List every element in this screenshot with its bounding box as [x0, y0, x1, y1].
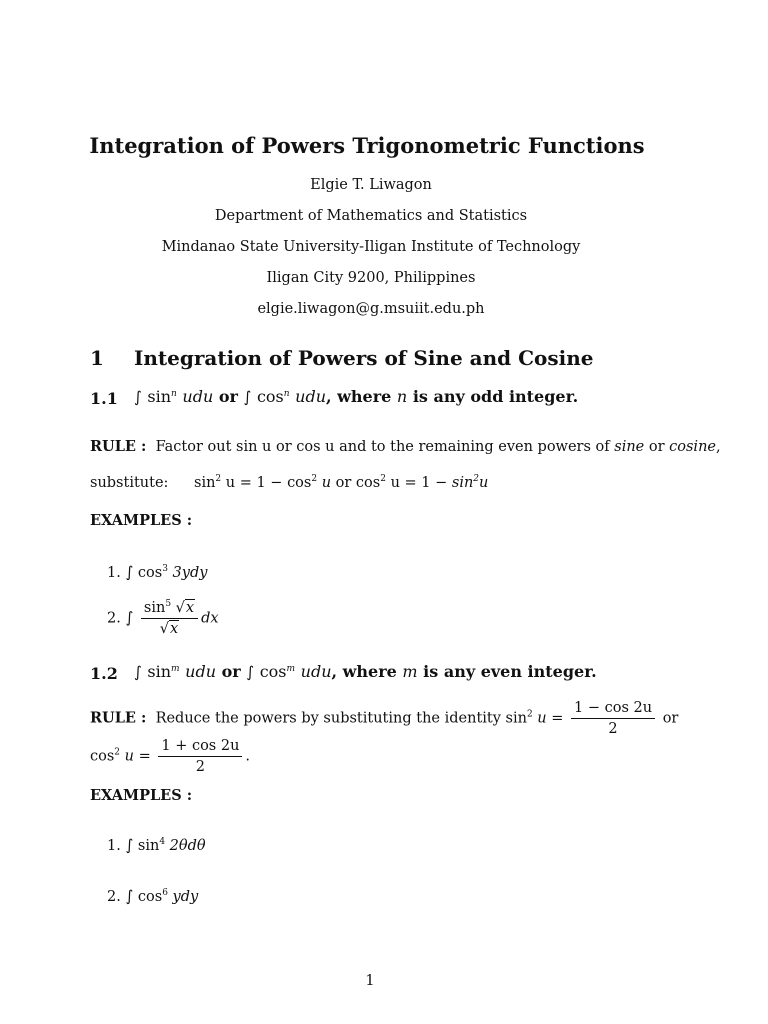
integral-symbol: ∫: [134, 388, 142, 406]
integral-symbol: ∫: [243, 388, 252, 406]
integral-symbol: ∫: [246, 663, 255, 681]
examples-label-1-1: EXAMPLES :: [90, 512, 193, 529]
section-1-number: 1: [90, 346, 104, 370]
fraction: $\frac{1 + \cos 2u}{2}$: [158, 738, 242, 775]
paper-title: Integration of Powers Trigonometric Functions: [89, 133, 645, 158]
integral-symbol: ∫: [125, 836, 134, 854]
example-1-2-2: 2. ∫ $\cos^6$ ydy: [107, 887, 199, 905]
rule-1-2-cont: $\cos^2 u$ = $\frac{1 + \cos 2u}{2}$ .: [90, 738, 251, 775]
subsection-1-1-heading: ∫ $\sin^n$ udu or ∫ $\cos^n$ udu, where n is any odd integer.: [134, 387, 579, 406]
subsection-1-1-number: 1.1: [90, 389, 118, 408]
example-1-2-1: 1. ∫ $\sin^4 2\theta d\theta$: [107, 836, 206, 854]
department: Department of Mathematics and Statistics: [214, 208, 528, 224]
integral-symbol: ∫: [125, 608, 134, 627]
integral-symbol: ∫: [125, 563, 134, 581]
subsection-1-2-number: 1.2: [90, 664, 118, 683]
substitute-label: substitute:: [90, 475, 169, 491]
institution: Mindanao State University-Iligan Institute of Technology: [161, 239, 581, 255]
fraction: $\frac{\sin^5 √x}{√x}$: [141, 600, 198, 637]
subsection-1-2-heading: ∫ $\sin^m$ udu or ∫ $\cos^m$ udu, where m is any even integer.: [134, 662, 597, 681]
fraction: $\frac{1 - \cos 2u}{2}$: [571, 700, 655, 737]
integral-symbol: ∫: [134, 663, 142, 681]
rule-1-1: RULE : Factor out sin u or cos u and to the remaining even powers of sine or cosine,: [90, 438, 721, 455]
rule-1-2: RULE : Reduce the powers by substituting the identity $\sin^2 u$ = $\frac{1 - \cos 2u}{2}$ or: [90, 700, 679, 737]
substitute-identity: $\sin^2 u = 1 - \cos^2 u$ or $\cos^2 u = 1 - \sin^2u$: [194, 474, 489, 491]
address: Iligan City 9200, Philippines: [266, 270, 476, 286]
section-1-title: Integration of Powers of Sine and Cosine: [134, 346, 594, 370]
example-1-1-2: 2. ∫ $\frac{\sin^5 √x}{√x}$ dx: [107, 599, 219, 637]
author-name: Elgie T. Liwagon: [310, 177, 432, 193]
page-number: 1: [365, 973, 375, 989]
examples-label-1-2: EXAMPLES :: [90, 787, 193, 804]
integral-symbol: ∫: [125, 887, 134, 905]
email: elgie.liwagon@g.msuiit.edu.ph: [257, 301, 485, 317]
example-1-1-1: 1. ∫ $\cos^3 3ydy$: [107, 563, 208, 581]
